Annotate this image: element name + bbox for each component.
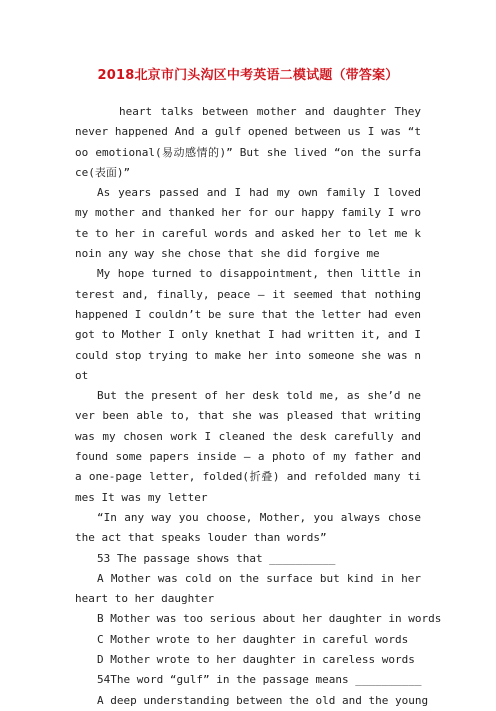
answer-option: D Mother wrote to her daughter in careless words — [97, 653, 415, 667]
answer-option: C Mother wrote to her daughter in careful words — [97, 632, 409, 646]
answer-option: A Mother was cold on the surface but kind in her heart to her daughter — [75, 571, 421, 606]
document-title: 2018北京市门头沟区中考英语二模试题（带答案） — [97, 68, 399, 83]
question-stem: 54The word “gulf” in the passage means __________ — [97, 673, 422, 687]
paragraph: As years passed and I had my own family I loved my mother and thanked her for our happy family I wrote to her in careful words and asked her to let me knoin any way she chose that she did forgive me — [75, 186, 421, 261]
question-stem: 53 The passage shows that __________ — [97, 551, 336, 565]
document-body — [75, 102, 442, 711]
paragraph: heart talks between mother and daughter They never happened And a gulf opened between us I was “too emotional(易动感情的)” But she lived “on the surface(表面)” — [75, 105, 421, 179]
paragraph: “In any way you choose, Mother, you always chose the act that speaks louder than words” — [75, 510, 421, 545]
answer-option: B Mother was too serious about her daughter in words — [97, 612, 442, 626]
paragraph: My hope turned to disappointment, then little interest and, finally, peace — it seemed that nothing happened I couldn’t be sure that the letter had even got to Mother I only knethat I had written it, and I could stop trying to make her into someone she was not — [75, 267, 421, 382]
answer-option: A deep understanding between the old and the young — [97, 693, 429, 707]
paragraph: But the present of her desk told me, as she’d never been able to, that she was pleased that writing was my chosen work I cleaned the desk carefully and found some papers inside — a photo of my father and a one-page letter, folded(折叠) and refolded many times It was my letter — [75, 389, 421, 504]
